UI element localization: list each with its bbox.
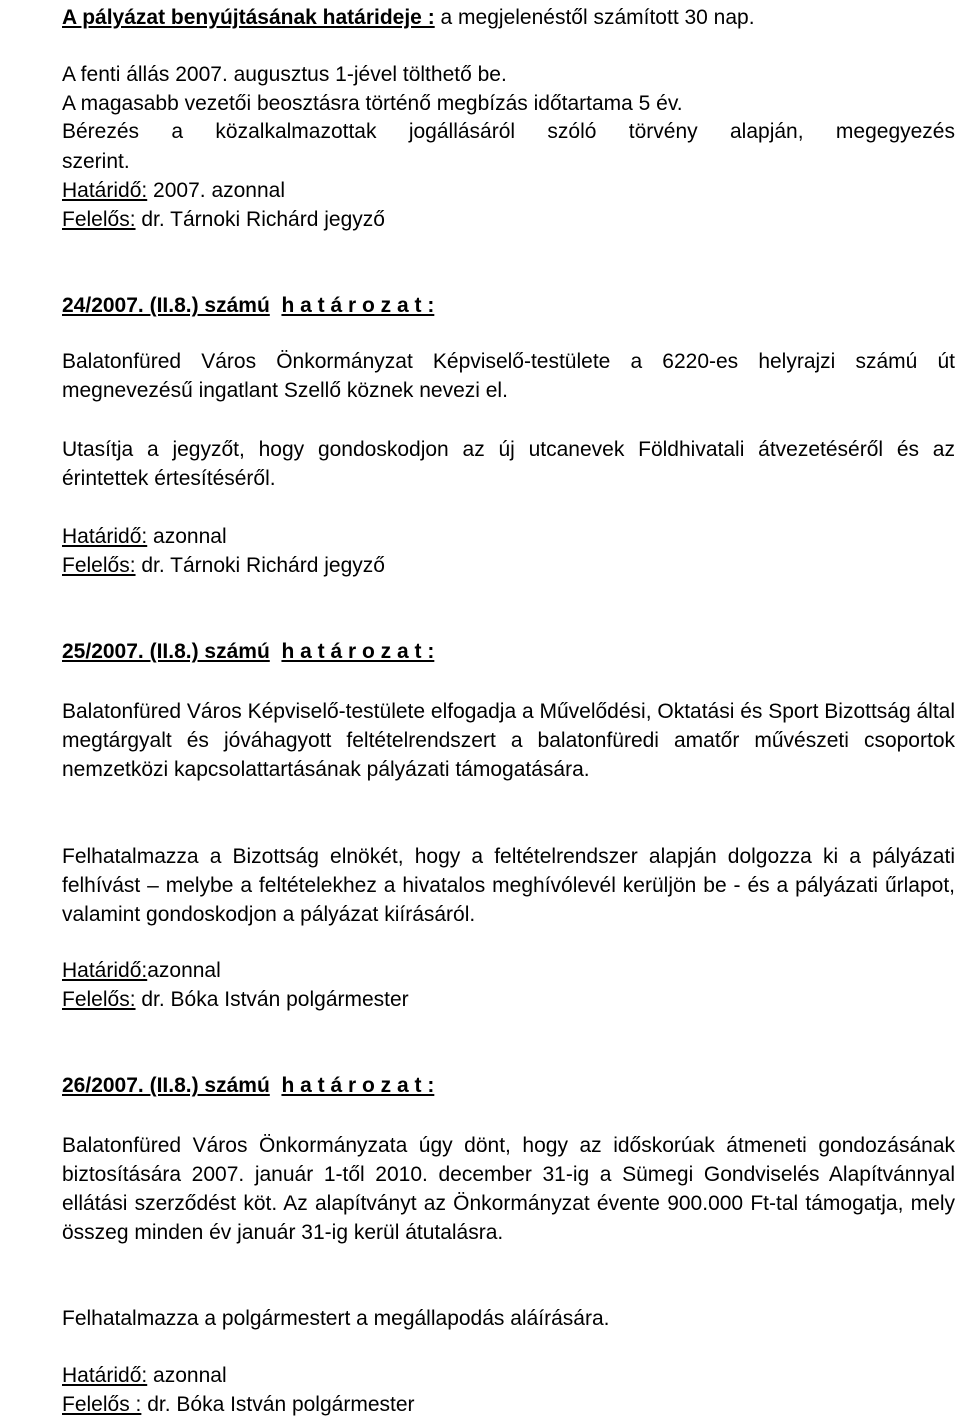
intro-hatarido — [62, 179, 285, 203]
resolution-number: 24/2007. (II.8.) számú — [62, 294, 270, 317]
hatarido-value: azonnal — [147, 1364, 227, 1387]
hatarido-value: 2007. azonnal — [147, 179, 286, 202]
felelos-value: dr. Bóka István polgármester — [141, 1393, 415, 1416]
resolution-number: 25/2007. (II.8.) számú — [62, 640, 270, 663]
intro-line-1: A fenti állás 2007. augusztus 1-jével tölthető be. — [62, 63, 507, 86]
resolution-26-paragraph-2: Felhatalmazza a polgármestert a megállapodás aláírására. — [62, 1307, 610, 1330]
resolution-24-paragraph-1: Balatonfüred Város Önkormányzat Képviselő-testülete a 6220-es helyrajzi számú út megnevezésű ingatlant Szellő köznek nevezi el. — [62, 350, 955, 402]
resolution-25-paragraph-1: Balatonfüred Város Képviselő-testülete elfogadja a Művelődési, Oktatási és Sport Bizottság által megtárgyalt és jóváhagyott feltételrendszert a balatonfüredi amatőr művészeti csoportok nemzetközi kapcsolattartásának pályázati támogatására. — [62, 700, 956, 781]
felelos-label: Felelős: — [62, 208, 136, 231]
resolution-25-hatarido — [62, 959, 221, 983]
resolution-number: 26/2007. (II.8.) számú — [62, 1074, 270, 1097]
hatarido-label: Határidő: — [62, 959, 148, 982]
resolution-24-heading — [62, 294, 434, 318]
application-deadline-label: A pályázat benyújtásának határideje : — [62, 6, 435, 29]
resolution-26-felelos — [62, 1393, 415, 1417]
intro-line-4: szerint. — [62, 150, 130, 173]
hatarido-label: Határidő: — [62, 1364, 148, 1387]
intro-line-3: Bérezés a közalkalmazottak jogállásáról szóló törvény alapján, megegyezés — [62, 120, 955, 143]
application-deadline-line — [62, 6, 755, 30]
felelos-value: dr. Tárnoki Richárd jegyző — [135, 208, 385, 231]
resolution-25-paragraph-2: Felhatalmazza a Bizottság elnökét, hogy a feltételrendszer alapján dolgozza ki a pályázati felhívást – melybe a feltételekhez a hivatalos meghívólevél kerüljön be - és a pályázati űrlapot, valamint gondoskodjon a pályázat kiírásáról. — [62, 845, 955, 926]
felelos-label: Felelős: — [62, 554, 136, 577]
resolution-26-paragraph-1: Balatonfüred Város Önkormányzata úgy dönt, hogy az időskorúak átmeneti gondozásának biztosítására 2007. január 1-től 2010. december 31-ig a Sümegi Gondviselés Alapítvánnyal ellátási szerződést köt. Az alapítványt az Önkormányzat évente 900.000 Ft-tal támogatja, mely összeg minden év január 31-ig kerül átutalásra. — [62, 1134, 955, 1244]
hatarido-label: Határidő: — [62, 525, 148, 548]
resolution-heading-word: h a t á r o z a t : — [281, 294, 435, 317]
resolution-25-felelos — [62, 988, 409, 1012]
felelos-value: dr. Bóka István polgármester — [135, 988, 409, 1011]
resolution-26-heading — [62, 1074, 434, 1098]
resolution-26-hatarido — [62, 1364, 227, 1388]
resolution-24-paragraph-2: Utasítja a jegyzőt, hogy gondoskodjon az új utcanevek Földhivatali átvezetéséről és az érintettek értesítéséről. — [62, 438, 955, 490]
resolution-heading-word: h a t á r o z a t : — [281, 1074, 435, 1097]
resolution-24-felelos — [62, 554, 385, 578]
hatarido-value: azonnal — [147, 525, 227, 548]
hatarido-value: azonnal — [147, 959, 221, 982]
resolution-24-hatarido — [62, 525, 227, 549]
felelos-value: dr. Tárnoki Richárd jegyző — [135, 554, 385, 577]
resolution-25-heading — [62, 640, 434, 664]
hatarido-label: Határidő: — [62, 179, 148, 202]
resolution-heading-word: h a t á r o z a t : — [281, 640, 435, 663]
application-deadline-text: a megjelenéstől számított 30 nap. — [434, 6, 755, 29]
intro-felelos — [62, 208, 385, 232]
intro-line-2: A magasabb vezetői beosztásra történő megbízás időtartama 5 év. — [62, 92, 683, 115]
felelos-label: Felelős: — [62, 988, 136, 1011]
felelos-label: Felelős : — [62, 1393, 142, 1416]
